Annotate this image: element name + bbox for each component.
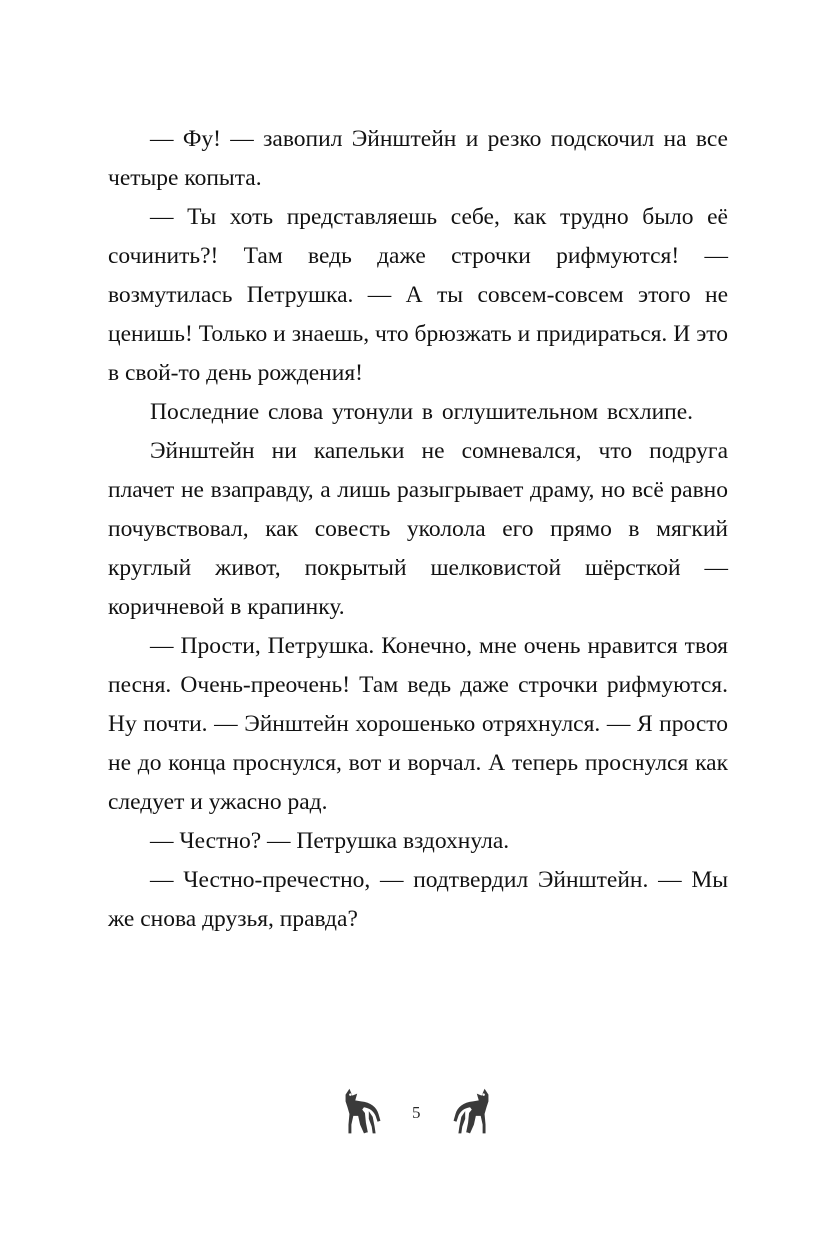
paragraph: — Ты хоть представляешь себе, как трудно было её сочинить?! Там ведь даже строчки рифмуются! — возмутилась Петрушка. — А ты совсем-совсем этого не ценишь! Только и знаешь, что брюзжать и придираться. И это в свой-то день рождения! [108, 204, 728, 386]
paragraph: — Фу! — завопил Эйнштейн и резко подскочил на все четыре копыта. [108, 126, 728, 191]
paragraph: Последние слова утонули в оглушительном всхлипе. [150, 399, 694, 425]
paragraph: — Честно-пречестно, — подтвердил Эйнштейн. — Мы же снова друзья, правда? [108, 867, 728, 932]
page-footer [0, 1082, 833, 1144]
paragraph: Эйнштейн ни капельки не сомневался, что подруга плачет не взаправду, а лишь разыгрывает драму, но всё равно почувствовал, как совесть уколола его прямо в мягкий круглый живот, покрытый шелковистой шёрсткой — коричневой в крапинку. [108, 438, 728, 620]
page-number: 5 [412, 1103, 421, 1122]
horse-icon [332, 1082, 394, 1144]
page-text-body [108, 120, 728, 939]
paragraph: — Прости, Петрушка. Конечно, мне очень нравится твоя песня. Очень-преочень! Там ведь даже строчки рифмуются. Ну почти. — Эйнштейн хорошенько отряхнулся. — Я просто не до конца проснулся, вот и ворчал. А теперь проснулся как следует и ужасно рад. [108, 633, 728, 815]
paragraph: — Честно? — Петрушка вздохнула. [150, 828, 510, 854]
horse-icon [440, 1082, 502, 1144]
